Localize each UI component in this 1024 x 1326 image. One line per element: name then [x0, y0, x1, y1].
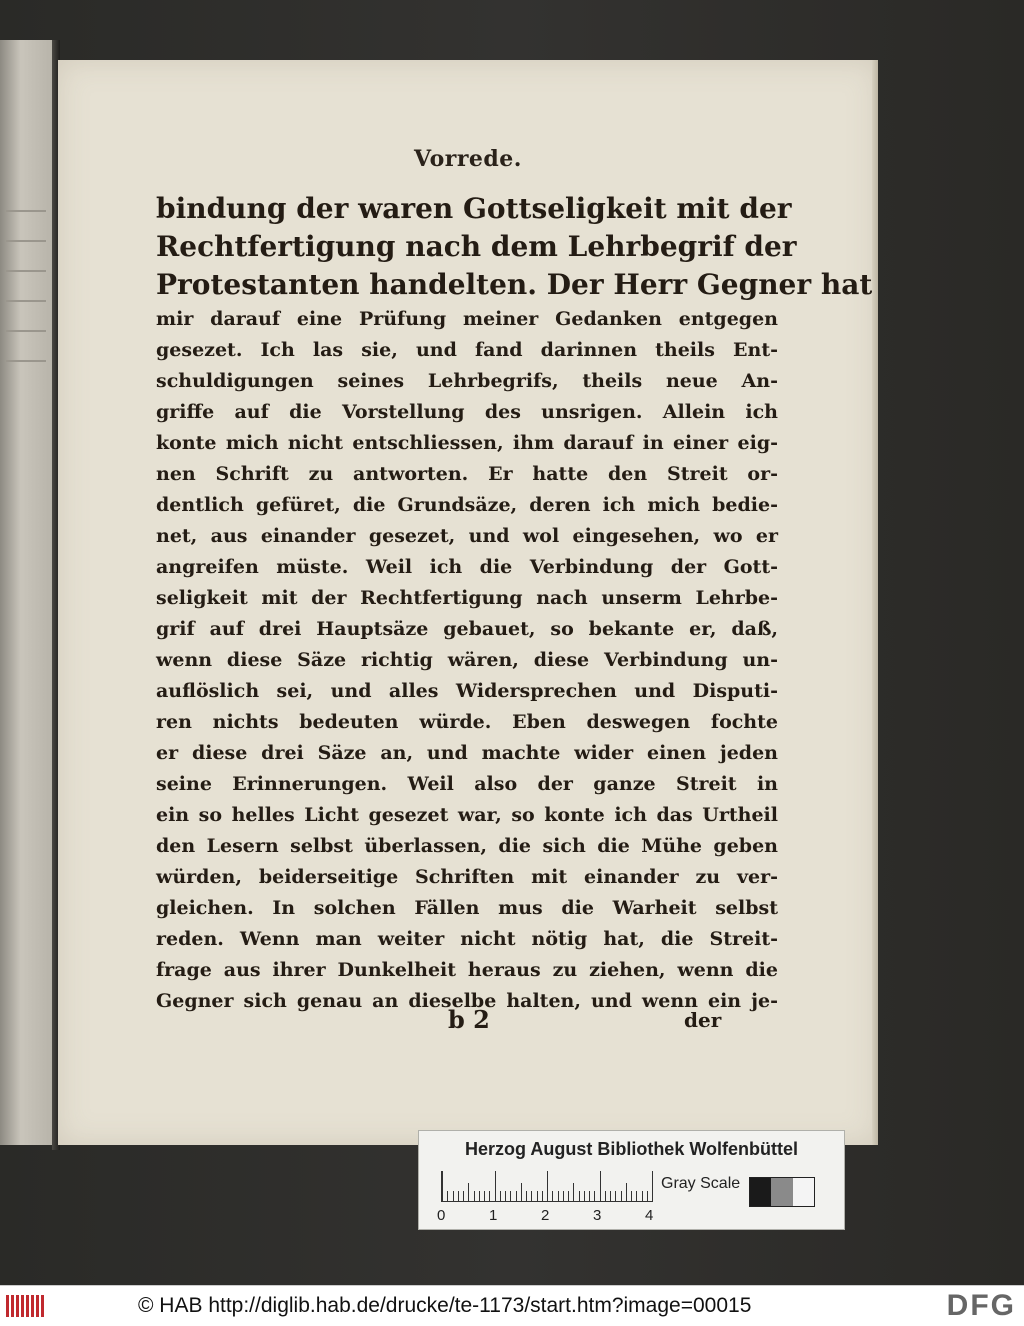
text-line: schuldigungen seines Lehrbegrifs, theils neue An-: [156, 370, 778, 392]
text-block: [156, 190, 873, 1017]
text-line: wenn diese Säze richtig wären, diese Verbindung un-: [156, 649, 778, 671]
swatch-dark: [750, 1178, 771, 1206]
ruler-tick: [621, 1191, 622, 1201]
adjacent-page-edge: [0, 40, 54, 1145]
catchword: der: [684, 1008, 722, 1032]
hab-logo-icon: [6, 1295, 46, 1317]
gray-scale-label: Gray Scale: [661, 1175, 741, 1192]
page-header: Vorrede.: [414, 146, 522, 172]
ruler-tick: [647, 1191, 648, 1201]
ruler-tick: [610, 1191, 611, 1201]
ruler-tick: [552, 1191, 553, 1201]
ruler-label: 1: [489, 1207, 498, 1224]
ruler-label: 2: [541, 1207, 550, 1224]
ruler-tick: [579, 1191, 580, 1201]
text-line: net, aus einander gesezet, und wol eingesehen, wo er: [156, 525, 778, 547]
gray-scale-swatches: [749, 1177, 815, 1207]
scale-ruler: [441, 1171, 653, 1202]
ruler-tick: [447, 1191, 448, 1201]
swatch-light: [793, 1178, 814, 1206]
text-line: grif auf drei Hauptsäze gebauet, so bekante er, daß,: [156, 618, 778, 640]
ruler-tick: [468, 1183, 469, 1201]
text-line: ren nichts bedeuten würde. Eben deswegen fochte: [156, 711, 778, 733]
text-line: bindung der waren Gottseligkeit mit der: [156, 192, 792, 225]
text-line: Rechtfertigung nach dem Lehrbegrif der: [156, 230, 797, 263]
ruler-tick: [479, 1191, 480, 1201]
text-line: mir darauf eine Prüfung meiner Gedanken entgegen: [156, 308, 778, 330]
text-line: auflöslich sei, und alles Widersprechen und Disputi-: [156, 680, 778, 702]
ruler-tick: [516, 1191, 517, 1201]
ruler-tick: [531, 1191, 532, 1201]
text-line: frage aus ihrer Dunkelheit heraus zu ziehen, wenn die: [156, 959, 778, 981]
text-line: den Lesern selbst überlassen, die sich die Mühe geben: [156, 835, 778, 857]
text-line: dentlich gefüret, die Grundsäze, deren ich mich bedie-: [156, 494, 778, 516]
text-line: angreifen müste. Weil ich die Verbindung der Gott-: [156, 556, 778, 578]
ruler-tick: [458, 1191, 459, 1201]
signature-mark: b 2: [448, 1005, 490, 1034]
ruler-tick: [547, 1171, 548, 1201]
text-line: er diese drei Säze an, und machte wider einen jeden: [156, 742, 778, 764]
text-line: griffe auf die Vorstellung des unsrigen. Allein ich: [156, 401, 778, 423]
ruler-tick: [589, 1191, 590, 1201]
ruler-tick: [605, 1191, 606, 1201]
ruler-tick: [505, 1191, 506, 1201]
ruler-tick: [463, 1191, 464, 1201]
copyright-link[interactable]: © HAB http://diglib.hab.de/drucke/te-1173/start.htm?image=00015: [138, 1294, 752, 1317]
color-calibration-card: [418, 1130, 845, 1230]
ruler-tick: [453, 1191, 454, 1201]
ruler-tick: [500, 1191, 501, 1201]
ruler-label: 4: [645, 1207, 654, 1224]
text-line: würden, beiderseitige Schriften mit einander zu ver-: [156, 866, 778, 888]
text-line: Protestanten handelten. Der Herr Gegner hat: [156, 268, 873, 301]
text-line: gleichen. In solchen Fällen mus die Warheit selbst: [156, 897, 778, 919]
book-page: [58, 60, 878, 1145]
ruler-tick: [584, 1191, 585, 1201]
footer-banner: [0, 1285, 1024, 1326]
ruler-tick: [521, 1183, 522, 1201]
ruler-tick: [474, 1191, 475, 1201]
ruler-tick: [652, 1171, 653, 1201]
ruler-tick: [489, 1191, 490, 1201]
text-line: seine Erinnerungen. Weil also der ganze Streit in: [156, 773, 778, 795]
ruler-tick: [594, 1191, 595, 1201]
dfg-logo: DFG: [946, 1289, 1016, 1322]
text-line: reden. Wenn man weiter nicht nötig hat, die Streit-: [156, 928, 778, 950]
ruler-tick: [495, 1171, 496, 1201]
ruler-tick: [442, 1171, 443, 1201]
text-line: seligkeit mit der Rechtfertigung nach unserm Lehrbe-: [156, 587, 778, 609]
text-line: gesezet. Ich las sie, und fand darinnen theils Ent-: [156, 339, 778, 361]
ruler-tick: [526, 1191, 527, 1201]
ruler-label: 0: [437, 1207, 446, 1224]
ruler-tick: [642, 1191, 643, 1201]
ruler-tick: [558, 1191, 559, 1201]
card-title: Herzog August Bibliothek Wolfenbüttel: [465, 1139, 798, 1159]
ruler-tick: [484, 1191, 485, 1201]
ruler-tick: [636, 1191, 637, 1201]
ruler-tick: [510, 1191, 511, 1201]
swatch-mid: [771, 1178, 792, 1206]
ruler-tick: [563, 1191, 564, 1201]
ruler-tick: [573, 1183, 574, 1201]
text-line: konte mich nicht entschliessen, ihm darauf in einer eig-: [156, 432, 778, 454]
ruler-tick: [600, 1171, 601, 1201]
ruler-tick: [631, 1191, 632, 1201]
text-line: nen Schrift zu antworten. Er hatte den Streit or-: [156, 463, 778, 485]
text-line: Gegner sich genau an dieselbe halten, und wenn ein je-: [156, 990, 778, 1012]
ruler-tick: [626, 1183, 627, 1201]
ruler-tick: [542, 1191, 543, 1201]
ruler-tick: [615, 1191, 616, 1201]
ruler-tick: [568, 1191, 569, 1201]
ruler-tick: [537, 1191, 538, 1201]
text-line: ein so helles Licht gesezet war, so konte ich das Urtheil: [156, 804, 778, 826]
ruler-label: 3: [593, 1207, 602, 1224]
